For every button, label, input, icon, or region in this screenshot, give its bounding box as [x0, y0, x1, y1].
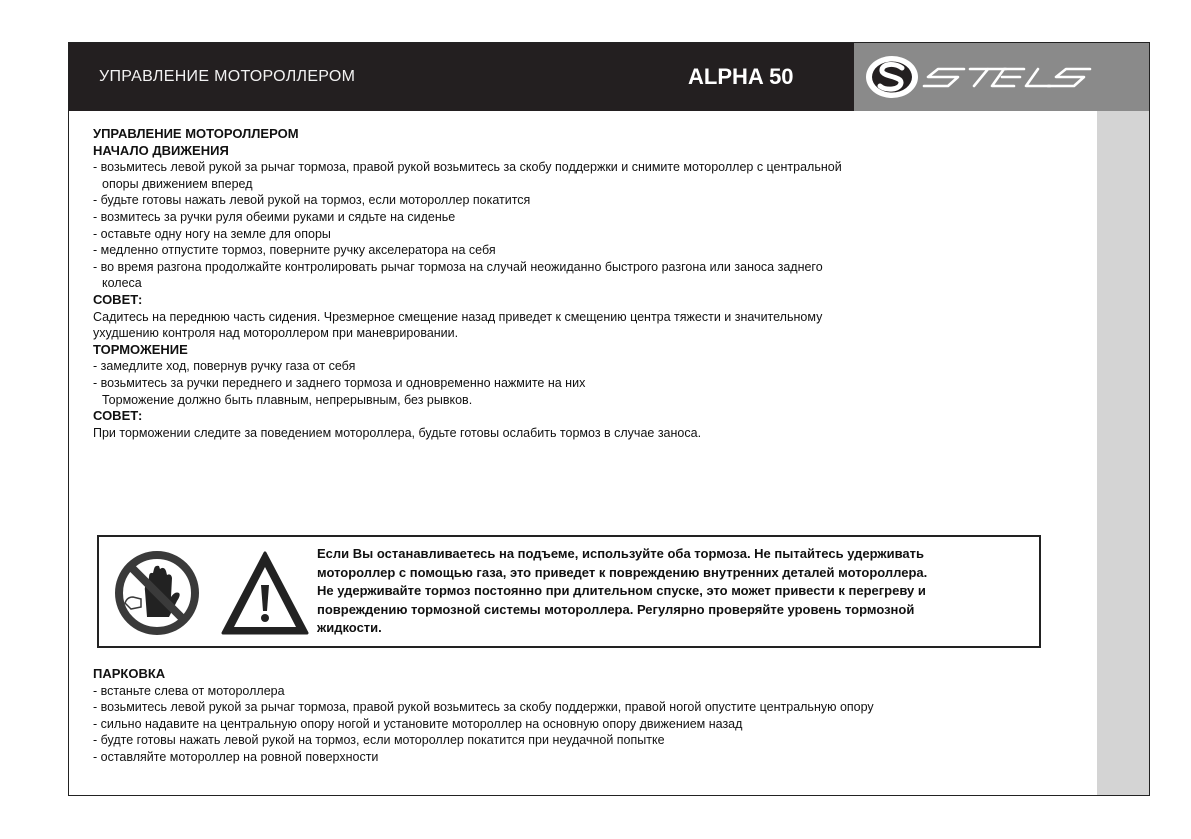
warning-box — [97, 535, 1041, 648]
list-item: - будьте готовы нажать левой рукой на тормоз, если мотороллер покатится — [93, 193, 531, 208]
start-heading: НАЧАЛО ДВИЖЕНИЯ — [93, 142, 229, 158]
list-item: - будте готовы нажать левой рукой на тормоз, если мотороллер покатится при неудачной попытке — [93, 733, 665, 748]
model-name: ALPHA 50 — [688, 64, 794, 89]
list-item: Торможение должно быть плавным, непрерывным, без рывков. — [102, 392, 473, 407]
list-item: опоры движением вперед — [102, 176, 253, 191]
list-item: колеса — [102, 276, 142, 291]
parking-heading: ПАРКОВКА — [93, 666, 166, 681]
tip-heading: СОВЕТ: — [93, 408, 143, 424]
tip-heading: СОВЕТ: — [93, 291, 143, 307]
list-item: - встаньте слева от мотороллера — [93, 683, 285, 698]
tip-text: При торможении следите за поведением мотороллера, будьте готовы ослабить тормоз в случае заноса. — [93, 425, 702, 440]
warning-line: жидкости. — [317, 620, 382, 635]
list-item: - оставьте одну ногу на земле для опоры — [93, 226, 331, 241]
warning-icons — [111, 547, 311, 639]
warning-line: Если Вы останавливаетесь на подъеме, используйте оба тормоза. Не пытайтесь удерживать — [317, 546, 924, 561]
stels-logo-icon — [854, 43, 1150, 111]
warning-line: мотороллер с помощью газа, это приведет к повреждению внутренних деталей мотороллера. — [317, 564, 928, 580]
list-item: - возьмитесь левой рукой за рычаг тормоза, правой рукой возьмитесь за скобу поддержки, правой ногой опустите центральную опору — [93, 700, 874, 715]
list-item: - оставляйте мотороллер на ровной поверхности — [93, 749, 379, 764]
list-item: - медленно отпустите тормоз, поверните ручку акселератора на себя — [93, 243, 496, 258]
main-content — [93, 126, 1093, 441]
prohibition-hand-icon — [119, 555, 195, 631]
section-heading: УПРАВЛЕНИЕ МОТОРОЛЛЕРОМ — [93, 126, 299, 141]
header-title: УПРАВЛЕНИЕ МОТОРОЛЛЕРОМ — [99, 68, 356, 85]
list-item: - возьмитесь за ручки переднего и заднего тормоза и одновременно нажмите на них — [93, 375, 586, 390]
header-bar — [69, 43, 1150, 111]
warning-text — [317, 545, 1037, 638]
list-item: - замедлите ход, повернув ручку газа от себя — [93, 359, 356, 374]
brand-logo — [854, 43, 1150, 111]
list-item: - возьмитесь левой рукой за рычаг тормоза, правой рукой возьмитесь за скобу поддержки и снимите мотороллер с центральной — [93, 160, 842, 175]
page-side-tab — [1097, 111, 1150, 796]
list-item: - во время разгона продолжайте контролировать рычаг тормоза на случай неожиданно быстрого разгона или заноса заднего — [93, 259, 823, 274]
page-frame — [68, 42, 1150, 796]
warning-triangle-icon — [223, 553, 307, 633]
list-item: - сильно надавите на центральную опору ногой и установите мотороллер на основную опору движением назад — [93, 716, 743, 731]
tip-text: Садитесь на переднюю часть сидения. Чрезмерное смещение назад приведет к смещению центра тяжести и значительному — [93, 309, 823, 324]
tip-text: ухудшению контроля над мотороллером при маневрировании. — [93, 326, 459, 341]
list-item: - возмитесь за ручки руля обеими руками и сядьте на сиденье — [93, 209, 456, 224]
warning-line: Не удерживайте тормоз постоянно при длительном спуске, это может привести к перегреву и — [317, 583, 926, 598]
parking-section — [93, 666, 874, 766]
warning-line: повреждению тормозной системы мотороллера. Регулярно проверяйте уровень тормозной — [317, 601, 915, 617]
braking-heading: ТОРМОЖЕНИЕ — [93, 341, 188, 357]
